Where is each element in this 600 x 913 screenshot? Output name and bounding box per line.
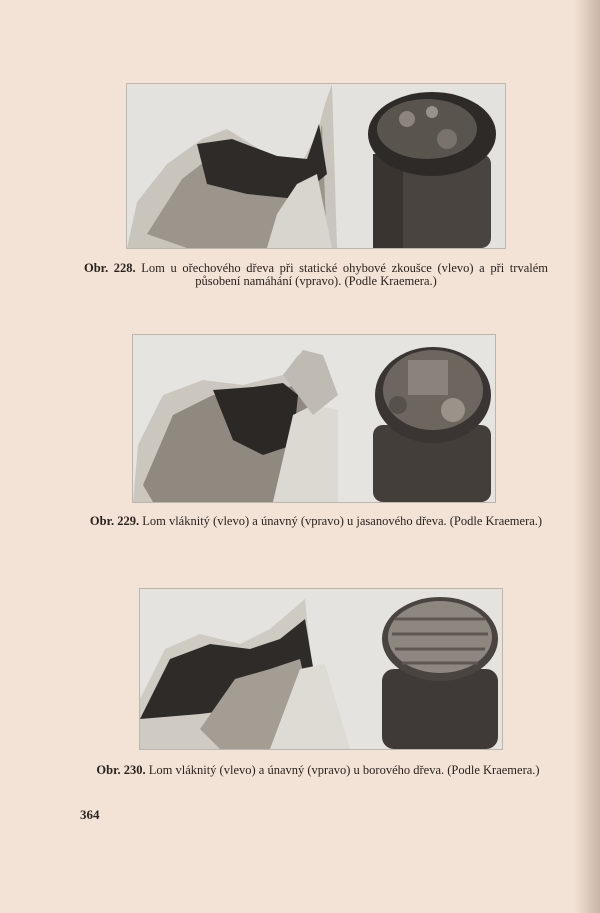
page-edge-shadow [574,0,600,913]
page-number: 364 [80,807,100,822]
figure-228-caption [84,262,548,288]
figure-230-caption [88,764,548,777]
fatigue-fracture-right [382,597,498,749]
figure-229-caption [84,515,548,528]
fatigue-fracture-right [373,347,491,502]
figure-228-label: Obr. 228. [84,261,136,275]
figure-229-caption-text: Lom vláknitý (vlevo) a únavný (vpravo) u jasanového dřeva. (Podle Kraemera.) [142,514,543,528]
figure-230-caption-text: Lom vláknitý (vlevo) a únavný (vpravo) u borového dřeva. (Podle Kraemera.) [148,763,540,777]
figure-228-photo [126,83,506,249]
figure-229-photo [132,334,496,503]
figure-229-label: Obr. 229. [89,514,140,528]
fatigue-fracture-right [368,92,496,248]
figure-228-caption-text: Lom u ořechového dřeva při statické ohybové zkoušce (vlevo) a při trvalém působení namáhání (vpravo). (Podle Kraemera.) [141,261,548,288]
figure-230-label: Obr. 230. [96,763,146,777]
figure-230-photo [139,588,503,750]
